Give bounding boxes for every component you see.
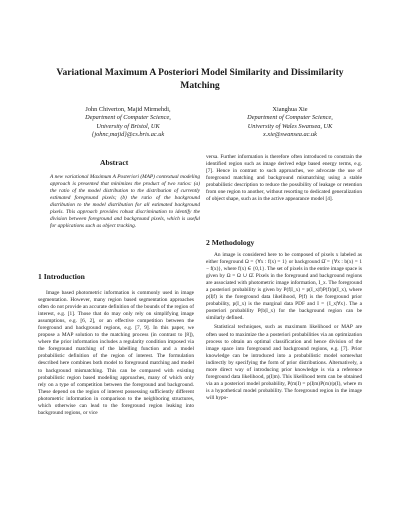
section-2-heading: 2 Methodology xyxy=(206,238,255,247)
section-1-heading: 1 Introduction xyxy=(38,272,85,281)
author-department: Department of Computer Science, xyxy=(85,114,171,122)
author-email: {johnc,majid}@cs.bris.ac.uk xyxy=(91,130,165,138)
introduction-continued xyxy=(206,154,362,203)
methodology-body xyxy=(206,252,362,402)
introduction-body xyxy=(38,290,194,417)
author-email: x.xie@swansea.ac.uk xyxy=(263,130,317,138)
paper-title: Variational Maximum A Posteriori Model Similarity and Dissimilarity Matching xyxy=(56,67,344,91)
author-institution: University of Bristol, UK xyxy=(96,122,160,130)
abstract-paragraph: A new variational Maximum A Posteriori (MAP) contextual modeling approach is presented that minimizes the product of two ratios: (a) the ratio of the model distribution to the distribution of currently estimated foreground pixels; (b) the ratio of the background distribution to the model distribution for all estimated background pixels. This approach provides robust discrimination to identify the division between foreground and background pixels, which is useful for applications such as object tracking. xyxy=(50,174,200,230)
author-block-1 xyxy=(54,106,202,139)
abstract-heading: Abstract xyxy=(100,158,129,167)
author-names: John Chiverton, Majid Mirmehdi, xyxy=(85,106,171,113)
methodology-paragraph: An image is considered here to be composed of pixels x labeled as either foreground Ω = {∀x : f(x) = 1} or background Ω̄ = {∀x : b(x) = 1 − f(x)}, where f(x) ∈ {0,1}. The set of pixels in the entire image space is given by Ω = Ω ∪ Ω̄. Pixels in the foreground and background regions are associated with photometric image information, I_x. The foreground a posteriori probability is given by P(f|I_x) = p(I_x|f)P(f)/p(I_x), where p(I|f) is the foreground data likelihood, P(f) is the foreground prior probability, p(I_x) is the marginal data PDF and I = {I_x|∀x}. The a posteriori probability P(b|I_x) for the background region can be similarly defined. xyxy=(206,252,362,322)
abstract-text xyxy=(50,174,200,230)
author-institution: University of Wales Swansea, UK xyxy=(247,122,333,130)
author-department: Department of Computer Science, xyxy=(247,114,333,122)
introduction-paragraph: versa. Further information is therefore often introduced to constrain the identified region such as image derived edge based energy terms, e.g. [7]. Hence in contrast to such approaches, we advocate the use of foreground matching and background mismatching using a stable probabilistic description to reduce the possibility of leakage or retention from one region to another, without resorting to dedicated generalization of object shape, such as in the active appearance model [4]. xyxy=(206,154,362,203)
methodology-paragraph: Statistical techniques, such as maximum likelihood or MAP are often used to maximize the a posteriori probabilities via an optimization process to obtain an optimal classification and hence division of the image space into foreground and background regions, e.g. [7]. Prior knowledge can be introduced into a probabilistic model somewhat indirectly by specifying the form of prior distributions. Alternatively, a more direct way of introducing prior knowledge is via a reference foreground data likelihood, p(I|m). This likelihood term can be obtained via an a posteriori model probability, P(m|I) = p(I|m)P(m)/p(I), where m is a hypothetical model probability. The foreground region in the image will hypo- xyxy=(206,324,362,401)
author-names: Xianghua Xie xyxy=(272,106,308,113)
introduction-paragraph: Image based photometric information is commonly used in image segmentation. However, many region based segmentation approaches often do not provide an accurate definition of the bounds of the region of interest, e.g. [1]. Those that do may only rely on simplifying image assumptions, e.g. [6, 2], or an effective competition between the foreground and background regions, e.g. [7, 9]. In this paper, we propose a MAP solution to the matching process (in contrast to [8]), where the prior information includes a regularity condition imposed via the foreground matching of the labelling function and a model probabilistic definition of the region of interest. The formulation described here combines both model to foreground matching and model to background mismatching. This can be compared with existing probabilistic region based modeling approaches, many of which only rely on a type of competition between the foreground and background. These depend on the region of interest possessing sufficiently different photometric information in comparison to the neighboring structures, which otherwise can lead to the foreground region leaking into background regions, or vice xyxy=(38,290,194,416)
author-block-2 xyxy=(222,106,358,139)
